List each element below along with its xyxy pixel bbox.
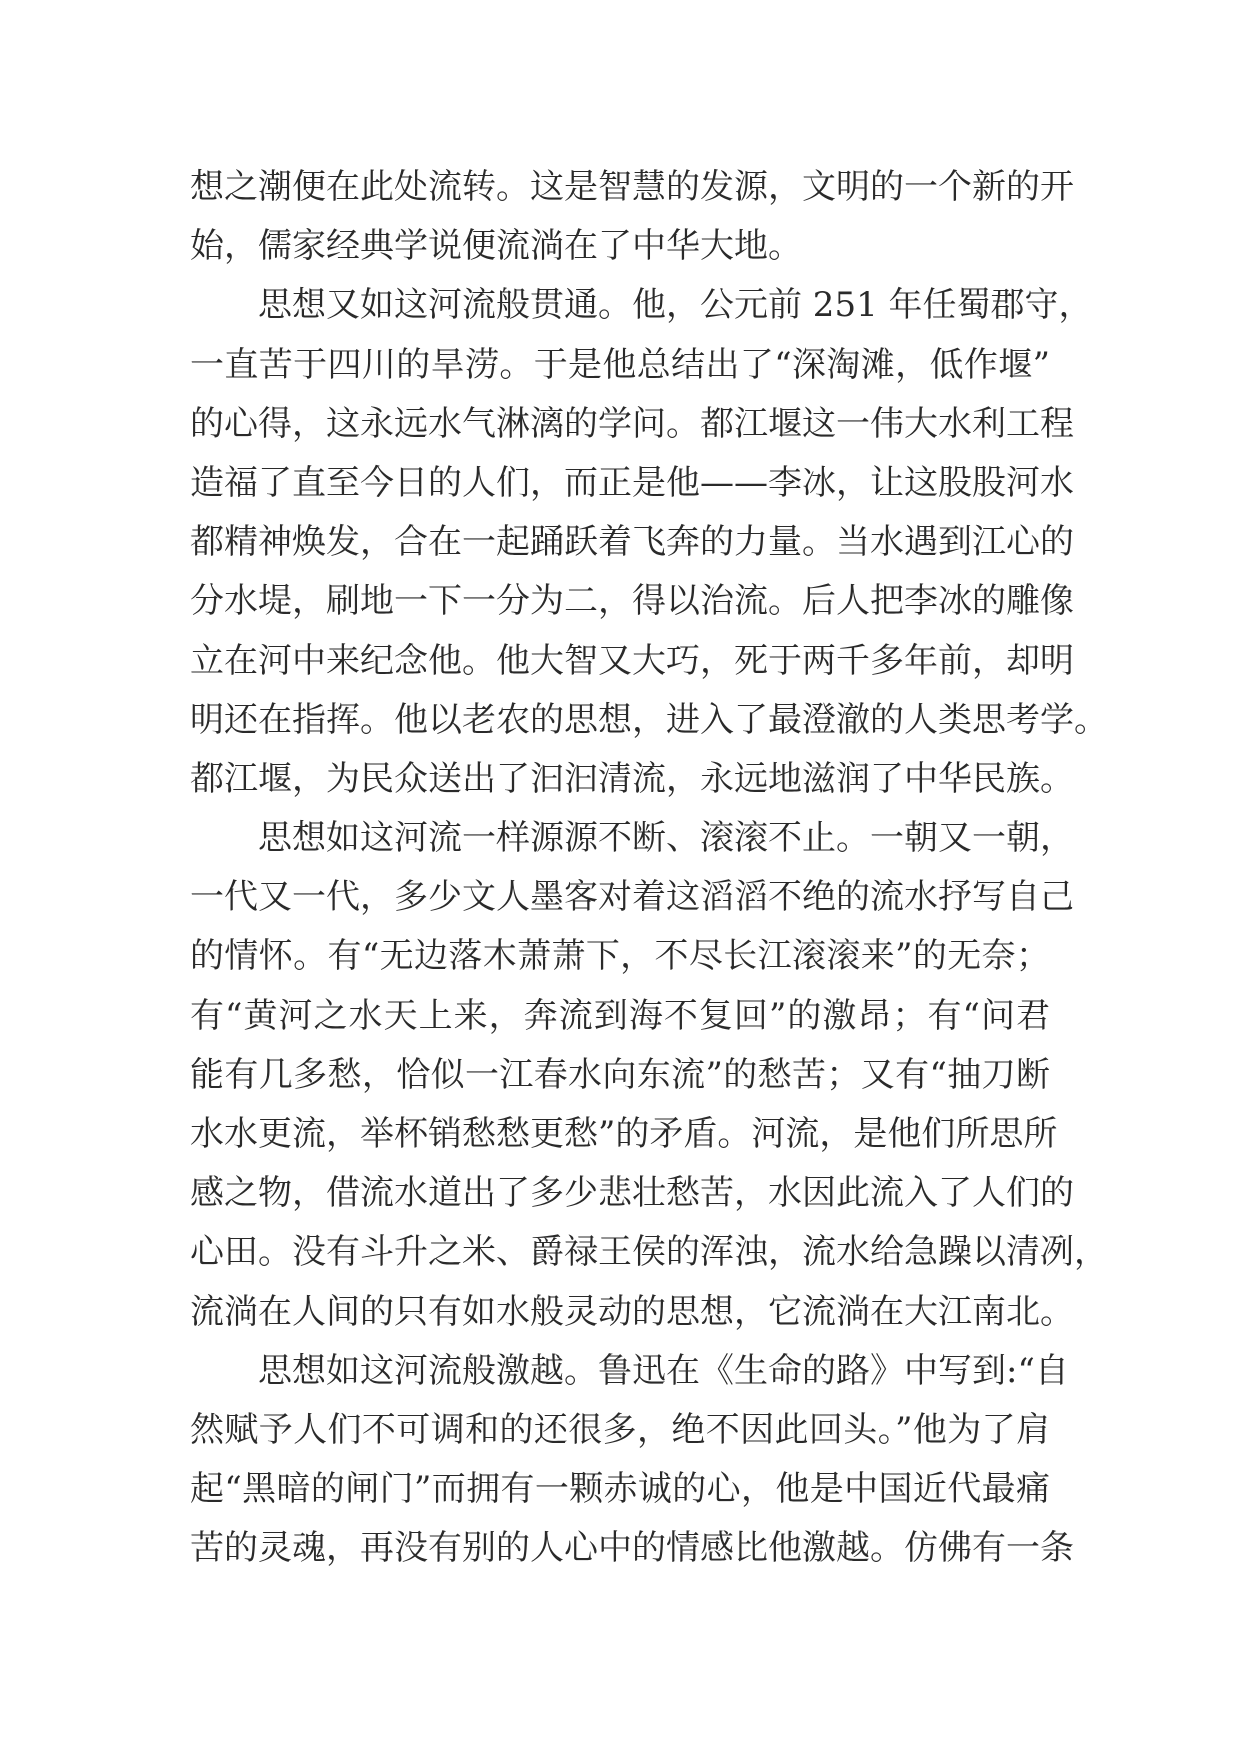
- text-line: 造福了直至今日的人们，而正是他——李冰，让这股股河水: [190, 462, 1074, 503]
- text-line: 始，儒家经典学说便流淌在了中华大地。: [190, 226, 802, 267]
- text-line: 一代又一代，多少文人墨客对着这滔滔不绝的流水抒写自己: [190, 877, 1074, 918]
- text-line: 心田。没有斗升之米、爵禄王侯的浑浊，流水给急躁以清冽，: [190, 1232, 1108, 1273]
- text-line: 流淌在人间的只有如水般灵动的思想，它流淌在大江南北。: [190, 1291, 1074, 1332]
- text-line: 感之物，借流水道出了多少悲壮愁苦，水因此流入了人们的: [190, 1173, 1074, 1214]
- text-line: 水水更流，举杯销愁愁更愁”的矛盾。河流，是他们所思所: [190, 1114, 1058, 1154]
- text-line: 起“黑暗的闸门”而拥有一颗赤诚的心，他是中国近代最痛: [190, 1469, 1050, 1510]
- paragraph-2: [190, 276, 1108, 809]
- text-line: 思想如这河流般激越。鲁迅在《生命的路》中写到:“自: [258, 1350, 1069, 1391]
- text-line: 明还在指挥。他以老农的思想，进入了最澄澈的人类思考学。: [190, 699, 1108, 740]
- text-line: 立在河中来纪念他。他大智又大巧，死于两千多年前，却明: [190, 640, 1074, 681]
- text-line: 能有几多愁，恰似一江春水向东流”的愁苦；又有“抽刀断: [190, 1054, 1050, 1095]
- paragraph-1: [190, 158, 1074, 276]
- paragraph-3: [190, 809, 1108, 1342]
- text-line: 都江堰，为民众送出了汩汩清流，永远地滋润了中华民族。: [190, 758, 1074, 799]
- text-line: 分水堤，刷地一下一分为二，得以治流。后人把李冰的雕像: [190, 581, 1074, 622]
- text-line: 的心得，这永远水气淋漓的学问。都江堰这一伟大水利工程: [190, 403, 1074, 444]
- text-line: 想之潮便在此处流转。这是智慧的发源，文明的一个新的开: [190, 167, 1074, 207]
- text-line: 都精神焕发，合在一起踊跃着飞奔的力量。当水遇到江心的: [190, 522, 1074, 563]
- paragraph-4: [190, 1342, 1074, 1579]
- text-line: 一直苦于四川的旱涝。于是他总结出了“深淘滩，低作堰”: [190, 344, 1050, 385]
- text-line: 然赋予人们不可调和的还很多，绝不因此回头。”他为了肩: [190, 1409, 1050, 1450]
- text-line: 有“黄河之水天上来，奔流到海不复回”的激昂；有“问君: [190, 995, 1050, 1036]
- text-line: 思想又如这河流般贯通。他，公元前 251 年任蜀郡守，: [258, 285, 1093, 326]
- text-line: 思想如这河流一样源源不断、滚滚不止。一朝又一朝，: [258, 818, 1074, 859]
- text-line: 的情怀。有“无边落木萧萧下，不尽长江滚滚来”的无奈；: [190, 936, 1050, 977]
- text-line: 苦的灵魂，再没有别的人心中的情感比他激越。仿佛有一条: [190, 1528, 1074, 1569]
- body-text: [190, 158, 1108, 1579]
